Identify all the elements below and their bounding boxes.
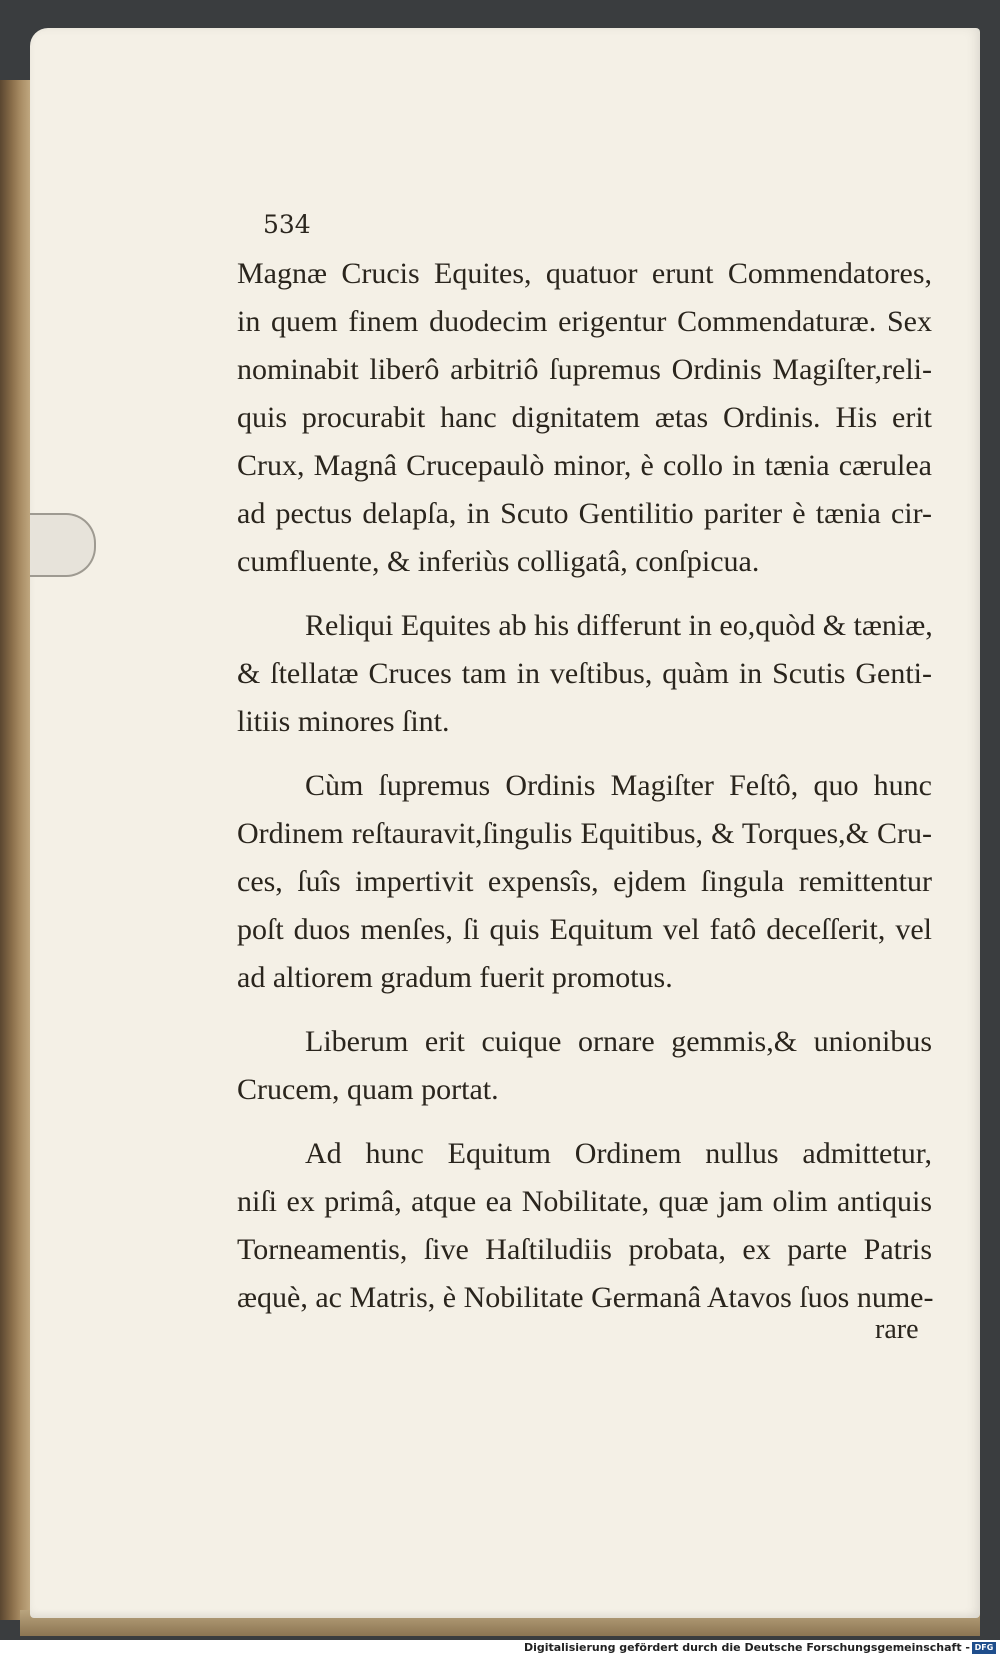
text-line: Liberum erit cuique ornare gemmis,& unionibus: [305, 1025, 932, 1058]
page-number: 534: [263, 210, 311, 239]
text-line: Torneamentis, ſive Haſtiludiis probata, ex parte Patris: [237, 1233, 932, 1266]
text-line: Ordinem reſtauravit,ſingulis Equitibus, & Torques,& Cru-: [237, 817, 932, 850]
text-line: ad altiorem gradum fuerit promotus.: [237, 961, 673, 994]
footer-credit: Digitalisierung gefördert durch die Deutsche Forschungsgemeinschaft -: [523, 1641, 970, 1654]
text-line: æquè, ac Matris, è Nobilitate Germanâ Atavos ſuos nume-: [237, 1281, 934, 1314]
book-edge: [0, 80, 34, 1620]
text-line: ad pectus delapſa, in Scuto Gentilitio pariter è tænia cir-: [237, 497, 932, 530]
text-line: Reliqui Equites ab his differunt in eo,quòd & tæniæ,: [305, 609, 933, 642]
text-line: in quem finem duodecim erigentur Commendaturæ. Sex: [237, 305, 932, 338]
catchword: rare: [875, 1314, 919, 1345]
text-line: poſt duos menſes, ſi quis Equitum vel fatô deceſſerit, vel: [237, 913, 932, 946]
text-line: nominabit liberô arbitriô ſupremus Ordinis Magiſter,reli-: [237, 353, 932, 386]
text-line: Cùm ſupremus Ordinis Magiſter Feſtô, quo hunc: [305, 769, 932, 802]
text-line: quis procurabit hanc dignitatem ætas Ordinis. His erit: [237, 401, 932, 434]
dfg-logo-badge: DFG: [972, 1642, 996, 1654]
body-text: [237, 250, 932, 1322]
text-line: ces, ſuîs impertivit expensîs, ejdem ſingula remittentur: [237, 865, 932, 898]
text-line: Ad hunc Equitum Ordinem nullus admittetur,: [305, 1137, 932, 1170]
text-line: cumfluente, & inferiùs colligatâ, conſpicua.: [237, 545, 760, 578]
text-line: Crucem, quam portat.: [237, 1073, 499, 1106]
text-line: litiis minores ſint.: [237, 705, 450, 738]
bookmark-tab: [30, 513, 96, 577]
text-line: Magnæ Crucis Equites, quatuor erunt Commendatores,: [237, 257, 932, 290]
book-page: [30, 28, 980, 1618]
text-line: Crux, Magnâ Crucepaulò minor, è collo in tænia cærulea: [237, 449, 932, 482]
text-line: & ſtellatæ Cruces tam in veſtibus, quàm in Scutis Genti-: [237, 657, 932, 690]
text-line: niſi ex primâ, atque ea Nobilitate, quæ jam olim antiquis: [237, 1185, 932, 1218]
